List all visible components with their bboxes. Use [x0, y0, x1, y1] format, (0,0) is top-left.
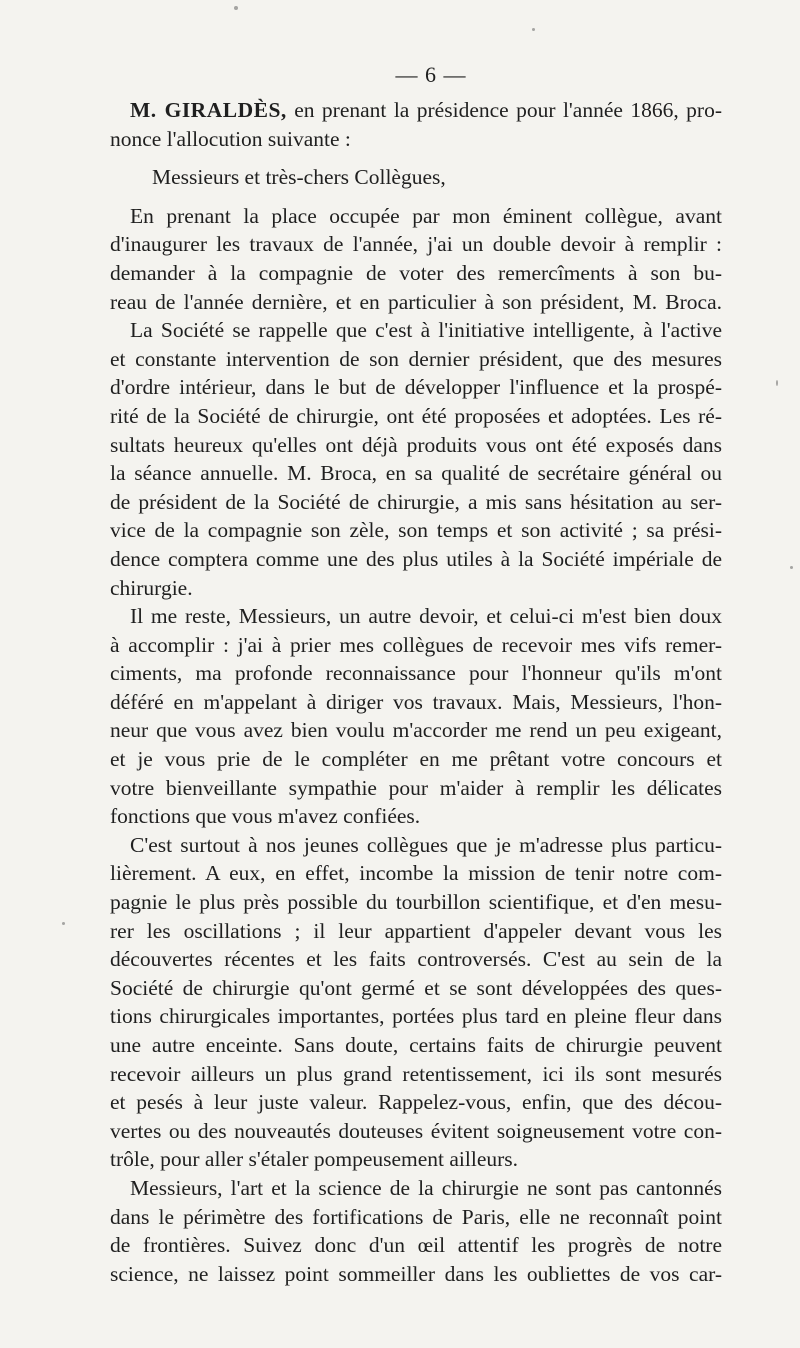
text-line — [110, 459, 722, 488]
text-line — [110, 688, 722, 717]
line-text: dence comptera comme une des plus utiles à la Société impériale de — [110, 546, 722, 571]
line-text: ciments, ma profonde reconnaissance pour l'honneur qu'ils m'ont — [110, 661, 722, 686]
line-text: à accomplir : j'ai à prier mes collègues de recevoir mes vifs remer- — [110, 632, 722, 657]
line-text: rer les oscillations ; il leur appartient d'appeler devant vous les — [110, 918, 722, 943]
speck — [234, 6, 238, 10]
text-line — [110, 859, 722, 888]
line-text: tions chirurgicales importantes, portées plus tard en pleine fleur dans — [110, 1004, 722, 1029]
line-text: Messieurs et très-chers Collègues, — [152, 165, 446, 190]
text-line — [110, 163, 722, 192]
text-line — [110, 288, 722, 317]
text-line — [110, 574, 722, 603]
text-line — [110, 402, 722, 431]
text-line — [110, 96, 722, 125]
text-line — [110, 373, 722, 402]
text-line — [110, 602, 722, 631]
line-text: reau de l'année dernière, et en particulier à son président, M. Broca. — [110, 289, 722, 314]
line-text: recevoir ailleurs un plus grand retentissement, ici ils sont mesurés — [110, 1061, 722, 1086]
text-line — [110, 230, 722, 259]
text-line — [110, 1031, 722, 1060]
line-text: une autre enceinte. Sans doute, certains faits de chirurgie peuvent — [110, 1033, 722, 1057]
text-line — [110, 716, 722, 745]
text-line — [110, 659, 722, 688]
text-line — [110, 888, 722, 917]
line-text: neur que vous avez bien voulu m'accorder me rend un peu exigeant, — [110, 718, 722, 743]
line-text: votre bienveillante sympathie pour m'aider à remplir les délicates — [110, 775, 722, 800]
line-text: d'inaugurer les travaux de l'année, j'ai un double devoir à remplir : — [110, 232, 722, 257]
line-text: trôle, pour aller s'étaler pompeusement ailleurs. — [110, 1147, 519, 1172]
text-line — [110, 802, 722, 831]
speck — [790, 566, 793, 569]
line-text: La Société se rappelle que c'est à l'initiative intelligente, à l'active — [130, 318, 722, 343]
speaker-name: M. GIRALDÈS, — [130, 98, 287, 122]
line-text: et pesés à leur juste valeur. Rappelez-vous, enfin, que des décou- — [110, 1090, 722, 1115]
text-line — [110, 431, 722, 460]
speck — [62, 922, 65, 925]
speck — [532, 28, 535, 31]
text-line — [110, 345, 722, 374]
text-line — [110, 1231, 722, 1260]
text-line — [110, 831, 722, 860]
text-line — [110, 1088, 722, 1117]
line-text: En prenant la place occupée par mon éminent collègue, avant — [130, 203, 722, 228]
text-line — [110, 516, 722, 545]
line-text: chirurgie. — [110, 575, 193, 600]
text-line — [110, 1260, 722, 1289]
line-text: C'est surtout à nos jeunes collègues que je m'adresse plus particu- — [130, 832, 722, 857]
text-line — [110, 631, 722, 660]
line-text: Messieurs, l'art et la science de la chirurgie ne sont pas cantonnés — [130, 1175, 722, 1200]
line-text: vice de la compagnie son zèle, son temps et son activité ; sa prési- — [110, 518, 722, 543]
line-text: découvertes récentes et les faits controversés. C'est au sein de la — [110, 947, 722, 972]
paragraph-gap — [110, 192, 722, 202]
text-line — [110, 1002, 722, 1031]
text-line — [110, 259, 722, 288]
text-line — [110, 1145, 722, 1174]
text-line — [110, 316, 722, 345]
text-line — [110, 917, 722, 946]
speck — [776, 380, 778, 386]
line-text: en prenant la présidence pour l'année 1866, pro- — [286, 98, 722, 122]
line-text: demander à la compagnie de voter des remercîments à son bu- — [110, 260, 722, 285]
text-line — [110, 202, 722, 231]
line-text: Il me reste, Messieurs, un autre devoir, et celui-ci m'est bien doux — [130, 604, 722, 629]
line-text: de président de la Société de chirurgie, a mis sans hésitation au ser- — [110, 489, 722, 514]
line-text: fonctions que vous m'avez confiées. — [110, 804, 421, 829]
line-text: science, ne laissez point sommeiller dans les oubliettes de vos car- — [110, 1261, 722, 1286]
text-line — [110, 125, 722, 154]
line-text: dans le périmètre des fortifications de Paris, elle ne reconnaît point — [110, 1204, 722, 1229]
text-line — [110, 974, 722, 1003]
paragraph-gap — [110, 153, 722, 163]
line-text: lièrement. A eux, en effet, incombe la mission de tenir notre com- — [110, 861, 722, 886]
line-text: Société de chirurgie qu'ont germé et se sont développées des ques- — [110, 975, 722, 1000]
line-text: déféré en m'appelant à diriger vos travaux. Mais, Messieurs, l'hon- — [110, 689, 722, 714]
line-text: la séance annuelle. M. Broca, en sa qualité de secrétaire général ou — [110, 461, 722, 486]
line-text: nonce l'allocution suivante : — [110, 126, 351, 151]
body-text — [110, 96, 722, 1288]
text-line — [110, 1174, 722, 1203]
line-text: et constante intervention de son dernier président, que des mesures — [110, 346, 722, 371]
line-text: sultats heureux qu'elles ont déjà produits vous ont été exposés dans — [110, 432, 722, 457]
text-line — [110, 945, 722, 974]
text-line — [110, 488, 722, 517]
line-text: et je vous prie de le compléter en me prêtant votre concours et — [110, 747, 722, 772]
page-number: — 6 — — [395, 62, 467, 87]
text-line — [110, 1203, 722, 1232]
text-line — [110, 745, 722, 774]
text-line — [110, 1060, 722, 1089]
line-text: de frontières. Suivez donc d'un œil attentif les progrès de notre — [110, 1233, 722, 1258]
line-text: pagnie le plus près possible du tourbillon scientifique, et d'en mesu- — [110, 890, 722, 915]
line-text: rité de la Société de chirurgie, ont été proposées et adoptées. Les ré- — [110, 403, 722, 428]
text-line — [110, 1117, 722, 1146]
text-line — [110, 774, 722, 803]
text-line — [110, 545, 722, 574]
line-text: vertes ou des nouveautés douteuses évitent soigneusement votre con- — [110, 1118, 722, 1143]
line-text: d'ordre intérieur, dans le but de développer l'influence et la prospé- — [110, 375, 722, 400]
